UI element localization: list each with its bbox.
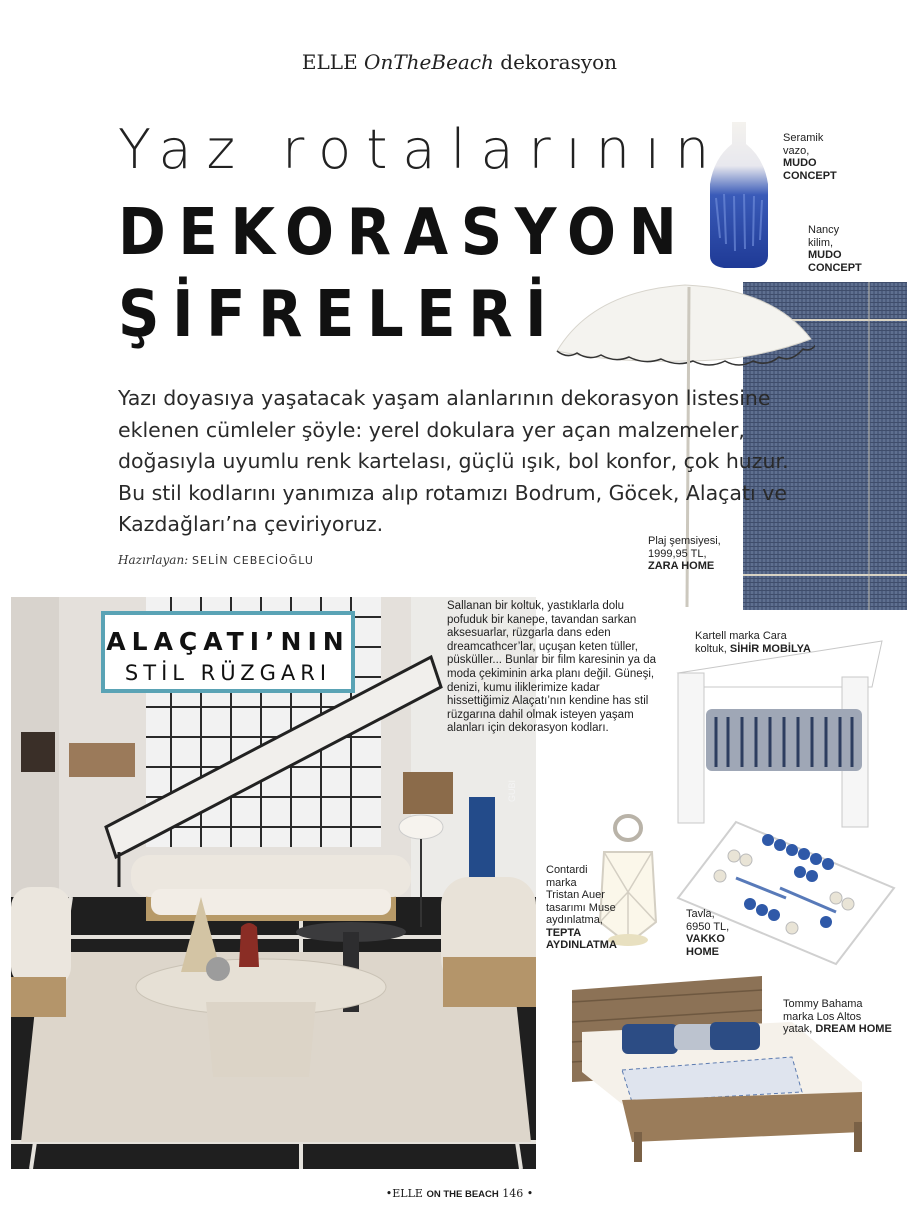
title-line-3: ŞİFRELERİ [118,278,560,352]
caption-vase: Seramik vazo, MUDO CONCEPT [783,132,837,182]
running-header [0,50,919,74]
footer-page-number: 146 • [502,1187,534,1200]
byline [118,553,314,567]
caption-umbrella: Plaj şemsiyesi, 1999,95 TL, ZARA HOME [648,535,721,572]
byline-label: Hazırlayan: [118,553,189,567]
header-brand: ELLE [301,50,358,74]
footer-brand: •ELLE [385,1187,423,1200]
page-footer [0,1187,919,1200]
byline-name: SELİN CEBECİOĞLU [192,554,314,567]
badge-line-2: STİL RÜZGARI [124,661,332,685]
header-section: dekorasyon [500,50,618,74]
chair-image [672,637,887,832]
intro-paragraph: Yazı doyasıya yaşatacak yaşam alanlarının dekorasyon listesine eklenen cümleler şöyle: yerel dokulara yer açan malzemeler, doğasıyla uyumlu renk kartelası, güçlü ışık, bol konfor, çok huzur. Bu stil kodlarını yanımıza alıp rotamızı Bodrum, Göcek, Alaçatı ve Kazdağları’na çeviriyoruz. [118,386,789,536]
caption-bed: Tommy Bahama marka Los Altos yatak, DREAM HOME [783,998,892,1035]
caption-rug: Nancy kilim, MUDO CONCEPT [808,224,862,274]
caption-lamp: Contardi marka Tristan Auer tasarımı Muse aydınlatma, TEPTA AYDINLATMA [546,864,617,951]
badge-line-1: ALAÇATI’NIN [106,627,350,656]
footer-section: ON THE BEACH [426,1189,499,1200]
caption-chair: Kartell marka Cara koltuk, SİHİR MOBİLYA [695,630,811,655]
caption-backgammon: Tavla, 6950 TL, VAKKO HOME [686,908,730,958]
header-section-italic: OnTheBeach [364,50,494,74]
title-line-2: DEKORASYON [118,196,690,270]
photo-credit: GUBI [507,779,517,802]
section-badge [101,611,355,693]
vase-image [706,118,776,270]
title-line-1: Yaz rotalarının [118,118,725,181]
article-body: Sallanan bir koltuk, yastıklarla dolu pofuduk bir kanepe, tavandan sarkan aksesuarlar, rüzgarla dans eden dreamcathcer’lar, uçuşan keten tüller, püsküller... Bunlar bir film karesinin ya da moda çekiminin arka planı değil. Güneşi, denizi, kumu iliklerimize kadar hissettiğimiz Alaçatı’nın kendine has stil rüzgarına dahil olmak isteyen yaşam alanları için dekorasyon kodları. [447,600,657,735]
